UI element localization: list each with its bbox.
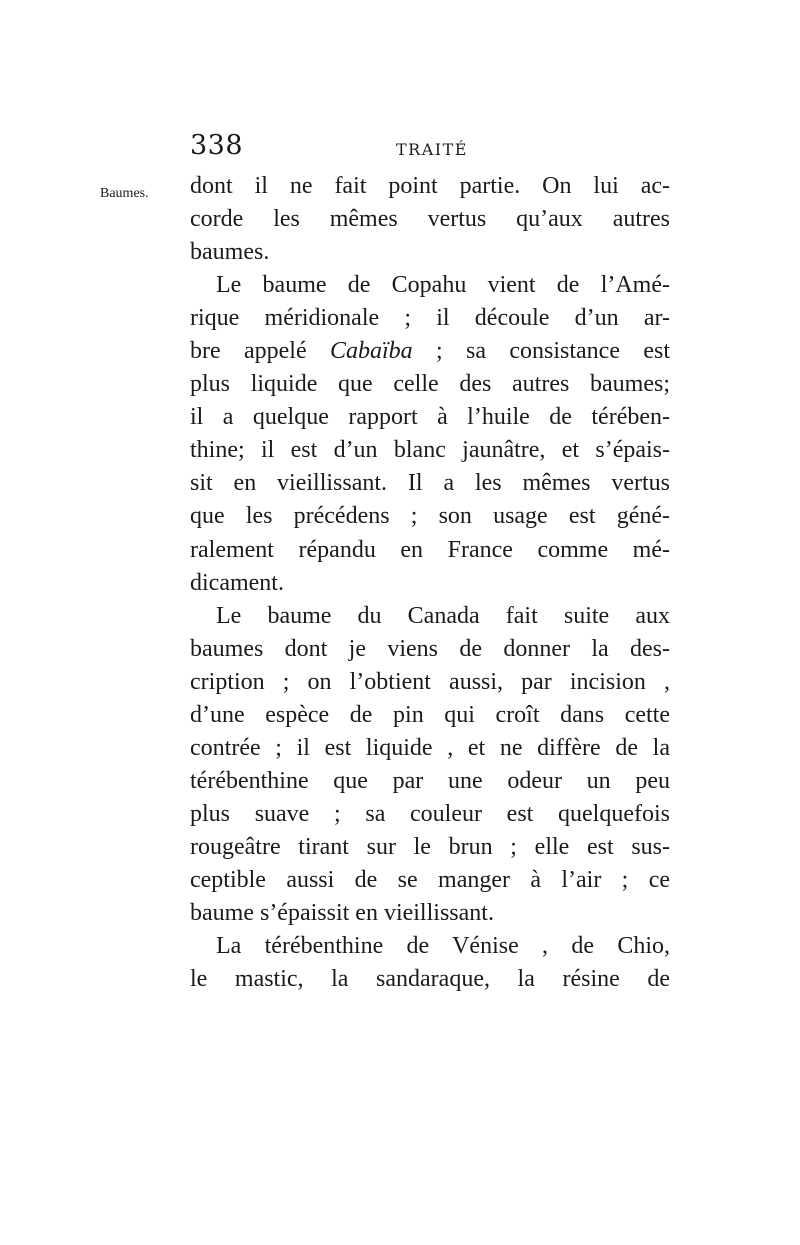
plant-name-italic: Cabaïba [329, 338, 413, 365]
text-line: plus liquide que celle des autres baumes; [190, 371, 670, 398]
text-line: baume s’épaissit en vieillissant. [190, 900, 494, 927]
text-line: le mastic, la sandaraque, la résine de [190, 966, 670, 993]
paragraph-start-line: Le baume de Copahu vient de l’Amé- [216, 272, 670, 299]
text-line: baumes dont je viens de donner la des- [190, 635, 670, 662]
text-line: thine; il est d’un blanc jaunâtre, et s’épais- [190, 437, 670, 464]
text-line: ceptible aussi de se manger à l’air ; ce [190, 866, 670, 893]
paragraph-start-line: Le baume du Canada fait suite aux [216, 602, 670, 629]
text-line: baumes. [190, 239, 270, 266]
running-title: TRAITÉ [396, 140, 468, 159]
text-line: corde les mêmes vertus qu’aux autres [190, 206, 670, 233]
text-line: bre appelé Cabaïba ; sa consistance est [190, 338, 670, 365]
text-line: plus suave ; sa couleur est quelquefois [190, 800, 670, 827]
text-line: que les précédens ; son usage est géné- [190, 503, 670, 530]
text-line: dont il ne fait point partie. On lui ac- [190, 173, 670, 199]
text-line: rougeâtre tirant sur le brun ; elle est sus- [190, 833, 670, 860]
text-line: sit en vieillissant. Il a les mêmes vertus [190, 470, 670, 497]
text-line: il a quelque rapport à l’huile de térében- [190, 404, 670, 431]
body-text [190, 170, 670, 996]
paragraph-start-line: La térébenthine de Vénise , de Chio, [216, 933, 670, 960]
page-number: 338 [190, 130, 244, 161]
text-line: térébenthine que par une odeur un peu [190, 767, 670, 794]
text-line: ralement répandu en France comme mé- [190, 536, 670, 563]
text-line: rique méridionale ; il découle d’un ar- [190, 305, 670, 332]
text-line: contrée ; il est liquide , et ne diffère de la [190, 734, 670, 761]
text-line: d’une espèce de pin qui croît dans cette [190, 701, 670, 728]
text-line: cription ; on l’obtient aussi, par incision , [190, 668, 670, 695]
text-line: dicament. [190, 569, 284, 596]
margin-note: Baumes. [100, 186, 149, 201]
